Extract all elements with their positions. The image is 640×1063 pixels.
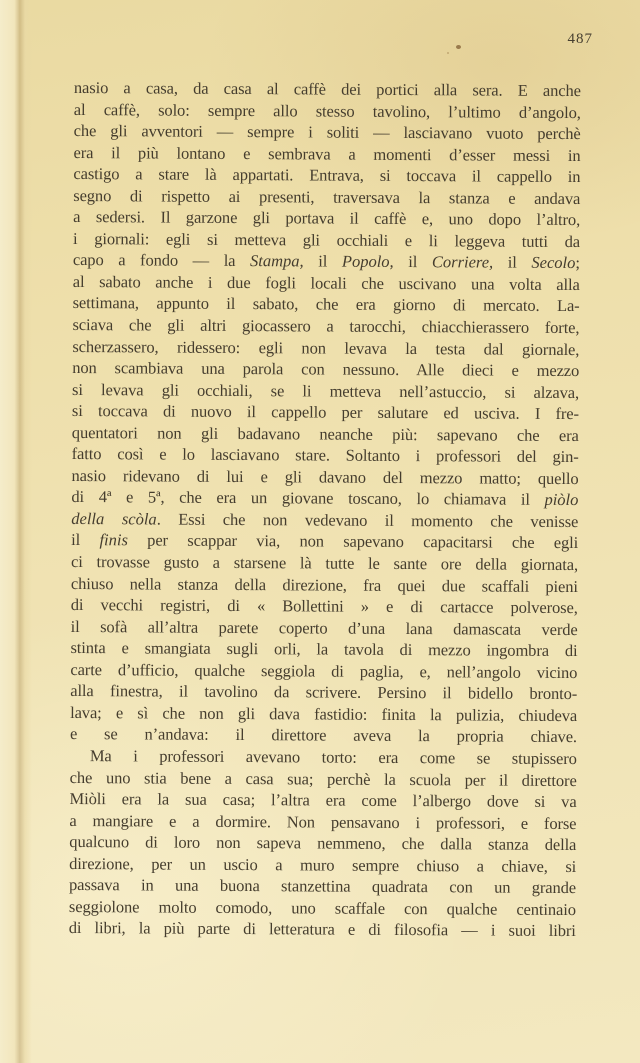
text-line: direzione, per un uscio a muro sempre chiuso a chiave, si	[69, 853, 577, 876]
text-line: il sofà all’altra parete coperto d’una lana damascata verde	[70, 616, 578, 639]
text-line: era il più lontano e sembrava a momenti d’esser messi in	[73, 142, 581, 165]
text-line: a mangiare e a dormire. Non pensavano i professori, e forse	[69, 810, 577, 833]
text-line: nasio ridevano di lui e gli davano del mezzo matto; quello	[71, 465, 579, 488]
text-line: e se n’andava: il direttore aveva la propria chiave.	[69, 724, 578, 747]
text-line: scherzassero, ridessero: egli non levava la testa dal giornale,	[72, 336, 580, 359]
text-line: lava; e sì che non gli dava fastidio: finita la pulizia, chiudeva	[70, 702, 578, 725]
text-block	[69, 77, 581, 942]
text-line: sciava che gli altri giocassero a tarocchi, chiacchierassero forte,	[72, 315, 580, 338]
text-line: passava in una buona stanzettina quadrata con un grande	[69, 875, 577, 898]
text-line: che uno stia bene a casa sua; perchè la scuola per il direttore	[69, 767, 577, 790]
text-line: si levava gli occhiali, se li metteva nell’astuccio, si alzava,	[72, 379, 580, 402]
text-line: Miòli era la sua casa; l’altra era come l’albergo dove si va	[69, 789, 577, 812]
page-gutter-shadow	[0, 0, 32, 1063]
text-line: nasio a casa, da casa al caffè dei portici alla sera. E anche	[73, 77, 581, 101]
text-line: si toccava di nuovo il cappello per salutare ed usciva. I fre-	[71, 401, 580, 424]
text-line: i giornali: egli si metteva gli occhiali e li leggeva tutti da	[72, 228, 581, 251]
text-line: non scambiava una parola con nessuno. Alle dieci e mezzo	[72, 358, 580, 381]
paragraph	[70, 77, 581, 748]
text-line: al sabato anche i due fogli locali che uscivano una volta alla	[72, 271, 580, 295]
text-line: carte d’ufficio, qualche seggiola di paglia, e, nell’angolo vicino	[70, 659, 578, 682]
text-line: che gli avventori — sempre i soliti — lasciavano vuoto perchè	[73, 121, 581, 144]
text-line: di 4ª e 5ª, che era un giovane toscano, lo chiamava il piòlo	[71, 487, 579, 510]
text-line: fatto così e lo lasciavano stare. Soltanto i professori del gin-	[71, 444, 579, 467]
page-number: 487	[567, 31, 593, 47]
text-line: di libri, la più parte di letteratura e di filosofia — i suoi libri	[68, 918, 576, 941]
text-line: Ma i professori avevano torto: era come se stupissero	[89, 746, 577, 769]
text-line: castigo a stare là appartati. Entrava, si toccava il cappello in	[73, 164, 581, 187]
text-line: al caffè, solo: sempre allo stesso tavolino, l’ultimo d’angolo,	[73, 99, 581, 122]
ink-speck	[456, 45, 461, 49]
text-line: il finis per scappar via, non sapevano capacitarsi che egli	[71, 530, 579, 553]
text-line: settimana, appunto il sabato, che era giorno di mercato. La-	[72, 293, 580, 316]
text-line: qualcuno di loro non sapeva nemmeno, che dalla stanza della	[69, 832, 577, 855]
text-line: ci trovasse gusto a starsene là tutte le sante ore della giornata,	[70, 552, 579, 575]
text-line: capo a fondo — la Stampa, il Popolo, il Corriere, il Secolo;	[72, 250, 580, 273]
ink-speck-small	[447, 52, 449, 54]
paragraph	[69, 745, 577, 942]
text-line: stinta e smangiata sugli orli, la tavola di mezzo ingombra di	[70, 638, 578, 661]
text-line: chiuso nella stanza della direzione, fra quei due scaffali pieni	[70, 573, 578, 596]
text-line: alla finestra, il tavolino da scrivere. Persino il bidello bronto-	[70, 681, 578, 704]
text-line: seggiolone molto comodo, uno scaffale con qualche centinaio	[68, 896, 576, 919]
text-line: della scòla. Essi che non vedevano il momento che venisse	[71, 508, 579, 532]
text-line: a sedersi. Il garzone gli portava il caffè e, uno dopo l’altro,	[73, 207, 581, 230]
text-line: quentatori non gli badavano neanche più: sapevano che era	[71, 422, 579, 445]
text-line: segno di rispetto ai presenti, traversava la stanza e andava	[73, 185, 581, 208]
text-line: di vecchi registri, di « Bollettini » e di cartacce polverose,	[70, 595, 578, 618]
